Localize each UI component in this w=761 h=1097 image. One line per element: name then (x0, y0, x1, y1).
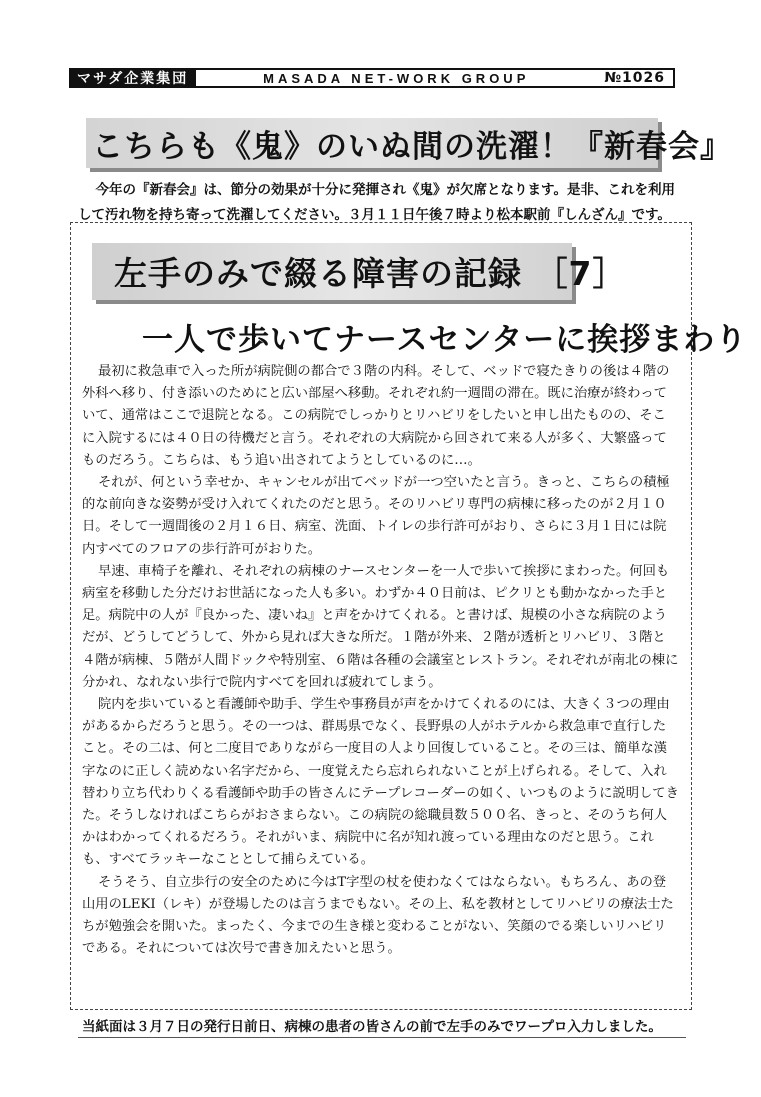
masthead (69, 68, 675, 88)
article-paragraph: それが、何という幸せか、キャンセルが出てベッドが一つ空いたと言う。きっと、こちらの積極的な前向きな姿勢が受け入れてくれたのだと思う。そのリハビリ専門の病棟に移ったのが２月１０日。そして一週間後の２月１６日、病室、洗面、トイレの歩行許可がおり、さらに３月１日には院内すべてのフロアの歩行許可がおりた。 (82, 475, 670, 557)
series-title-banner (92, 243, 627, 300)
article-paragraph: 院内を歩いていると看護師や助手、学生や事務員が声をかけてくれるのには、大きく３つの理由があるからだろうと思う。その一つは、群馬県でなく、長野県の人がホテルから救急車で直行したこと。その二は、何と二度目でありながら一度目の人より回復していること。その三は、簡単な漢字なのに正しく読めない名字だから、一度覚えたら忘れられないことが上げられる。そして、入れ替わり立ち代わりくる看護師や助手の皆さんにテープレコーダーの如く、いつものように説明してきた。そうしなければこちらがおさまらない。この病院の総職員数５００名、きっと、そのうち何人かはわかってくれるだろう。それがいま、病院中に名が知れ渡っている理由なのだと思う。これも、すべてラッキーなこととして捕らえている。 (82, 697, 679, 868)
masthead-company-en: MASADA NET-WORK GROUP (263, 70, 530, 86)
issue-number: №1026 (604, 70, 665, 86)
footer-divider (78, 1037, 686, 1038)
article-paragraph: そうそう、自立歩行の安全のために今はT字型の杖を使わなくてはならない。もちろん、あの登山用のLEKI（レキ）が登場したのは言うまでもない。その上、私を教材としてリハビリの療法士たちが勉強会を開いた。まったく、今までの生き様と変わることがない、笑顔のでる楽しいリハビリである。それについては次号で書き加えたいと思う。 (82, 874, 674, 957)
notice-headline-banner (86, 118, 732, 168)
article-subtitle: 一人で歩いてナースセンターに挨拶まわり (142, 322, 748, 358)
notice-headline: こちらも《鬼》のいぬ間の洗濯！『新春会』 (92, 128, 732, 165)
notice-text: 今年の『新春会』は、節分の効果が十分に発揮され《鬼》が欠席となります。是非、これを利用して汚れ物を持ち寄って洗濯してください。３月１１日午後７時より松本駅前『しんざん』です。 (78, 182, 675, 223)
article-paragraph: 最初に救急車で入った所が病院側の都合で３階の内科。そして、ベッドで寝たきりの後は４階の外科へ移り、付き添いのためにと広い部屋へ移動。それぞれ約一週間の滞在。既に治療が終わっていて、通常はここで退院となる。この病院でしっかりとリハビリをしたいと申し出たものの、そこに入院するには４０日の待機だと言う。それぞれの大病院から回されて来る人が多く、大繁盛ってものだろう。こちらは、もう追い出されてようとしているのに…。 (82, 364, 670, 468)
article-body (82, 361, 679, 960)
footer-note: 当紙面は３月７日の発行日前日、病棟の患者の皆さんの前で左手のみでワープロ入力しました。 (82, 1019, 662, 1035)
article-paragraph: 早速、車椅子を離れ、それぞれの病棟のナースセンターを一人で歩いて挨拶にまわった。何回も病室を移動した分だけお世話になった人も多い。わずか４０日前は、ピクリとも動かなかった手と足。病院中の人が『良かった、凄いね』と声をかけてくれる。と書けば、規模の小さな病院のようだが、どうしてどうして、外から見れば大きな所だ。１階が外来、２階が透析とリハビリ、３階と４階が病棟、５階が人間ドックや特別室、６階は各種の会議室とレストラン。それぞれが南北の棟に分かれ、なれない歩行で院内すべてを回れば疲れてしまう。 (82, 563, 679, 690)
masthead-company-jp: マサダ企業集団 (71, 70, 196, 86)
series-title: 左手のみで綴る障害の記録 ［7］ (114, 254, 627, 293)
